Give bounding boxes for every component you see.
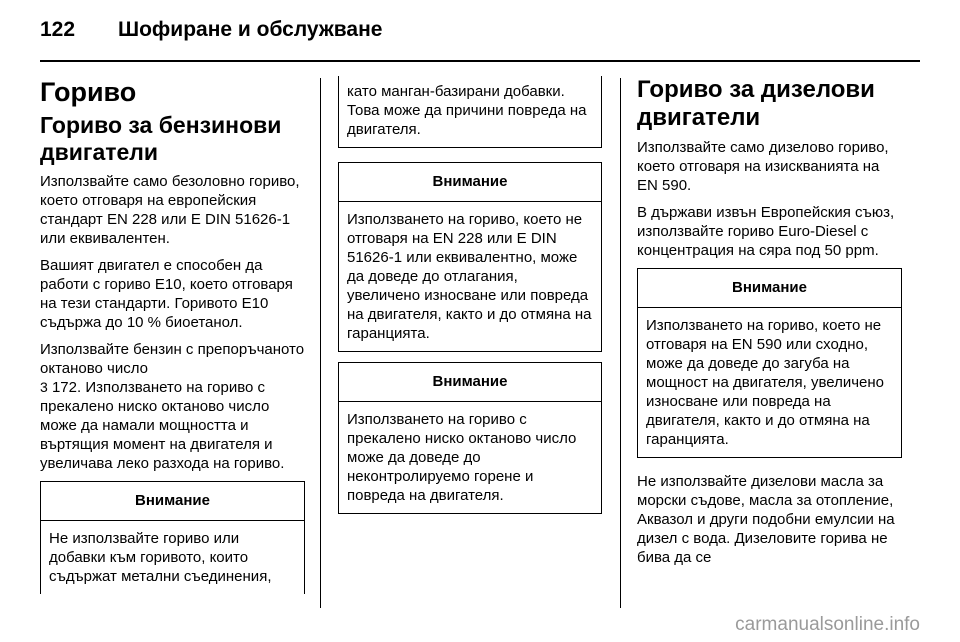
column-divider-2: [620, 78, 621, 608]
warning-box-fuel-standard: [338, 162, 602, 352]
column-3: [637, 76, 902, 575]
page-header: [40, 18, 920, 58]
warning-text: Използването на гориво, което не отговаря на EN 590 или сходно, може да доведе до загуба на мощност на двигателя, увеличено износване или повреда на двигателя, както и до отмяна на гаранцията.: [646, 317, 885, 448]
warning-box-continued: [338, 76, 602, 148]
section-heading-diesel: Гориво за дизелови двигатели: [637, 76, 875, 131]
column-1: [40, 76, 305, 594]
column-2: [338, 76, 602, 514]
warning-box-metal-additives: [40, 481, 305, 594]
site-watermark: carmanualsonline.info: [735, 614, 920, 635]
warning-box-low-octane: [338, 362, 602, 514]
chapter-title: Шофиране и обслужване: [118, 18, 383, 41]
octane-text-rest: 172. Използването на гориво с прекалено ниско октаново число може да намали мощността и въртящия момент на двигателя и увеличава леко разхода на гориво.: [40, 379, 285, 472]
paragraph-diesel-oils: Не използвайте дизелови масла за морски съдове, масла за отопление, Аквазол и други подобни емулсии на дизел с вода. Дизеловите горива не бива да се: [637, 473, 895, 566]
warning-title: Внимание: [339, 363, 601, 402]
section-heading-fuel: Гориво: [40, 77, 137, 107]
warning-text: Използването на гориво с прекалено ниско октаново число може да доведе до неконтролируемо горене и повреда на двигателя.: [347, 411, 577, 504]
paragraph-petrol-standard: Използвайте само безоловно гориво, което отговаря на европейския стандарт EN 228 или E DIN 51626-1 или еквивалентен.: [40, 173, 300, 247]
warning-text: Не използвайте гориво или добавки към горивото, които съдържат метални съединения,: [49, 530, 272, 585]
octane-text-prefix: Използвайте бензин с препоръчаното октаново число: [40, 341, 305, 377]
warning-title: Внимание: [339, 163, 601, 202]
paragraph-diesel-standard: Използвайте само дизелово гориво, което отговаря на изискванията на EN 590.: [637, 139, 889, 194]
warning-title: Внимание: [638, 269, 901, 308]
warning-continued-text: като манган-базирани добавки. Това може да причини повреда на двигателя.: [347, 83, 587, 138]
warning-box-diesel: [637, 268, 902, 458]
paragraph-euro-diesel: В държави извън Европейския съюз, използвайте гориво Euro-Diesel с концентрация на сяра под 50 ppm.: [637, 204, 895, 259]
warning-text: Използването на гориво, което не отговаря на EN 228 или E DIN 51626-1 или еквивалентно, може да доведе до отлагания, увеличено износване или повреда на двигателя, както и до отмяна на гаранцията.: [347, 211, 592, 342]
page-reference-icon: 3: [40, 379, 48, 395]
paragraph-octane: [40, 340, 305, 473]
paragraph-e10: Вашият двигател е способен да работи с гориво E10, което отговаря на тези стандарти. Горивото E10 съдържа до 10 % биоетанол.: [40, 257, 293, 331]
page-number: 122: [40, 18, 76, 41]
warning-title: Внимание: [41, 482, 304, 521]
header-divider: [40, 60, 920, 62]
column-divider-1: [320, 78, 321, 608]
subsection-heading-petrol: Гориво за бензинови двигатели: [40, 112, 282, 165]
